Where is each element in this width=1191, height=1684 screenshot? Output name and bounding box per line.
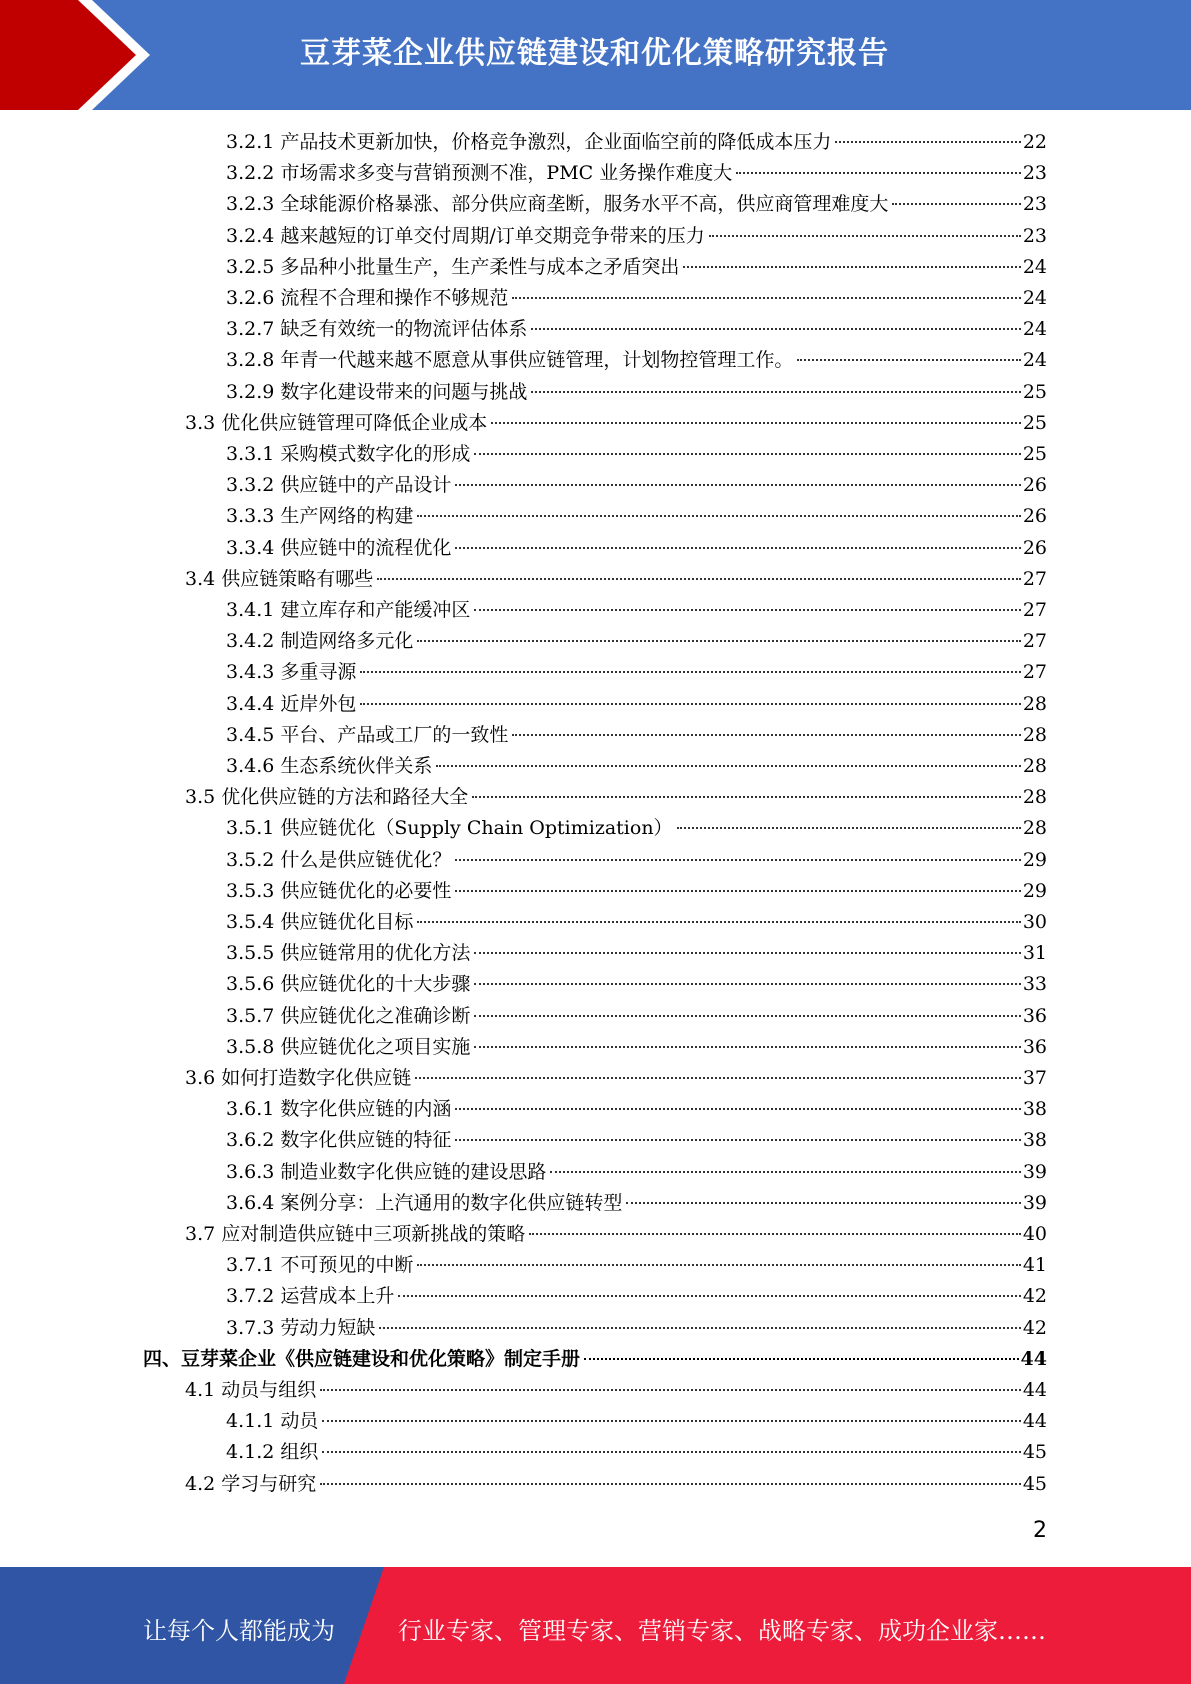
toc-entry-number: 3.5 <box>185 786 216 809</box>
toc-entry-text: 供应链优化之准确诊断 <box>280 1004 471 1027</box>
toc-dot-leader <box>474 453 1020 455</box>
toc-entry[interactable] <box>226 907 1047 938</box>
toc-entry-title <box>226 1001 470 1032</box>
toc-entry-title <box>226 1281 394 1312</box>
toc-entry[interactable] <box>226 1125 1047 1156</box>
toc-entry-page: 29 <box>1022 879 1047 902</box>
toc-entry-text: 生产网络的构建 <box>280 505 414 528</box>
toc-entry[interactable] <box>226 595 1047 626</box>
toc-entry-number: 3.5.8 <box>226 1035 275 1058</box>
toc-entry-title <box>226 345 793 376</box>
toc-dot-leader <box>322 1420 1020 1422</box>
toc-entry[interactable] <box>226 1313 1047 1344</box>
toc-entry-title <box>226 1125 451 1156</box>
toc-dot-leader <box>474 952 1020 954</box>
toc-dot-leader <box>360 703 1020 705</box>
toc-entry-text: 供应链中的产品设计 <box>280 474 452 497</box>
toc-entry[interactable] <box>226 1406 1047 1437</box>
toc-entry-number: 3.4.4 <box>226 692 275 715</box>
toc-entry-page: 25 <box>1022 443 1047 465</box>
toc-entry-text: 如何打造数字化供应链 <box>221 1067 412 1089</box>
toc-entry-text: 供应链优化的十大步骤 <box>280 973 471 996</box>
toc-entry-title <box>226 189 888 220</box>
toc-entry-number: 3.2.8 <box>226 349 275 372</box>
toc-entry[interactable] <box>226 1250 1047 1281</box>
toc-entry-number: 3.7 <box>185 1223 216 1245</box>
toc-dot-leader <box>379 1327 1020 1329</box>
toc-entry-page: 27 <box>1022 630 1047 653</box>
toc-entry-text: 供应链常用的优化方法 <box>280 942 471 965</box>
toc-entry-title <box>226 158 732 189</box>
toc-entry-text: 采购模式数字化的形成 <box>280 443 471 465</box>
toc-dot-leader <box>436 765 1020 767</box>
toc-entry-page: 29 <box>1022 848 1047 871</box>
toc-entry-page: 45 <box>1022 1472 1047 1495</box>
toc-entry-title <box>226 657 356 688</box>
toc-entry[interactable] <box>226 720 1047 751</box>
toc-entry-text: 供应链优化之项目实施 <box>280 1035 471 1058</box>
toc-entry[interactable] <box>226 189 1047 220</box>
toc-entry-number: 3.5.4 <box>226 911 275 933</box>
toc-dot-leader <box>474 983 1020 985</box>
toc-dot-leader <box>320 1483 1021 1485</box>
toc-entry[interactable] <box>226 127 1047 158</box>
toc-entry-text: 不可预见的中断 <box>280 1254 414 1277</box>
toc-dot-leader <box>531 391 1020 393</box>
toc-entry-page: 26 <box>1022 505 1047 528</box>
toc-entry[interactable] <box>226 657 1047 688</box>
toc-entry-number: 3.4.1 <box>226 599 275 621</box>
toc-entry-text: 供应链优化目标 <box>280 911 414 933</box>
toc-dot-leader <box>417 515 1020 517</box>
toc-entry-page: 23 <box>1022 224 1047 247</box>
toc-entry[interactable] <box>226 345 1047 376</box>
toc-dot-leader <box>512 734 1020 736</box>
toc-entry-page: 28 <box>1022 817 1047 840</box>
toc-entry-page: 26 <box>1022 536 1047 559</box>
toc-entry-text: 案例分享：上汽通用的数字化供应链转型 <box>280 1191 623 1214</box>
toc-entry-text: 学习与研究 <box>221 1472 317 1495</box>
toc-entry-text: 优化供应链管理可降低企业成本 <box>221 411 488 434</box>
toc-entry-number: 3.2.4 <box>226 224 275 247</box>
toc-entry-number: 3.6.4 <box>226 1191 275 1214</box>
toc-entry-title <box>226 689 356 720</box>
toc-entry[interactable] <box>226 470 1047 501</box>
toc-entry-number: 3.3 <box>185 411 216 434</box>
toc-entry-title <box>226 1188 622 1219</box>
toc-entry-title <box>226 377 527 408</box>
toc-entry-text: 年青一代越来越不愿意从事供应链管理，计划物控管理工作。 <box>280 349 794 372</box>
toc-entry-title <box>226 845 451 876</box>
toc-dot-leader <box>455 1108 1020 1110</box>
toc-entry-text: 供应链优化（Supply Chain Optimization） <box>280 817 673 840</box>
toc-entry-title <box>226 314 527 345</box>
toc-entry-page: 24 <box>1022 255 1047 278</box>
toc-entry-title <box>226 720 508 751</box>
toc-entry[interactable] <box>226 377 1047 408</box>
toc-entry-text: 动员与组织 <box>221 1379 317 1401</box>
toc-entry-title <box>185 564 373 595</box>
toc-entry-page: 31 <box>1022 942 1047 965</box>
toc-entry-title <box>226 221 705 252</box>
toc-dot-leader <box>455 1139 1020 1141</box>
toc-entry-number: 3.2.3 <box>226 193 275 216</box>
toc-entry[interactable] <box>226 689 1047 720</box>
toc-dot-leader <box>474 609 1020 611</box>
toc-entry-title <box>226 1032 470 1063</box>
toc-entry-title <box>226 1094 451 1125</box>
toc-entry-text: 平台、产品或工厂的一致性 <box>280 723 509 746</box>
toc-entry-text: 数字化建设带来的问题与挑战 <box>280 380 528 403</box>
toc-entry-number: 3.7.2 <box>226 1285 275 1308</box>
toc-entry-text: 缺乏有效统一的物流评估体系 <box>280 318 528 341</box>
toc-entry-text: 多品种小批量生产，生产柔性与成本之矛盾突出 <box>280 255 680 278</box>
toc-entry-text: 全球能源价格暴涨、部分供应商垄断，服务水平不高，供应商管理难度大 <box>280 193 889 216</box>
toc-entry-text: 产品技术更新加快，价格竞争激烈，企业面临空前的降低成本压力 <box>280 131 832 153</box>
toc-entry-number: 3.2.6 <box>226 287 275 309</box>
toc-dot-leader <box>797 359 1020 361</box>
toc-entry-title <box>226 1250 413 1281</box>
toc-entry-text: 建立库存和产能缓冲区 <box>280 599 471 621</box>
toc-dot-leader <box>835 141 1020 143</box>
toc-entry-page: 25 <box>1022 380 1047 403</box>
toc-entry-number: 3.7.1 <box>226 1254 275 1277</box>
toc-entry[interactable] <box>226 1094 1047 1125</box>
toc-entry-text: 供应链中的流程优化 <box>280 536 452 559</box>
toc-dot-leader <box>417 640 1020 642</box>
toc-entry-page: 28 <box>1022 755 1047 777</box>
toc-entry-text: 劳动力短缺 <box>280 1316 376 1339</box>
toc-entry-text: 生态系统伙伴关系 <box>280 755 433 777</box>
toc-entry-page: 27 <box>1022 661 1047 684</box>
toc-entry-page: 37 <box>1022 1067 1047 1089</box>
toc-entry-title <box>226 813 673 844</box>
toc-dot-leader <box>360 671 1020 673</box>
toc-dot-leader <box>491 422 1021 424</box>
toc-dot-leader <box>736 172 1021 174</box>
toc-entry-number: 3.4 <box>185 567 216 590</box>
toc-entry-page: 39 <box>1022 1160 1047 1183</box>
toc-entry-text: 多重寻源 <box>280 661 357 684</box>
toc-entry-number: 3.4.3 <box>226 661 275 684</box>
toc-entry-text: 组织 <box>280 1441 319 1464</box>
toc-entry-text: 供应链策略有哪些 <box>221 567 374 590</box>
toc-dot-leader <box>892 203 1020 205</box>
toc-entry[interactable] <box>185 1469 1047 1500</box>
toc-entry-number: 3.3.4 <box>226 536 275 559</box>
toc-entry[interactable] <box>226 876 1047 907</box>
toc-entry-page: 44 <box>1022 1379 1047 1401</box>
toc-entry[interactable] <box>226 439 1047 470</box>
toc-entry[interactable] <box>226 1281 1047 1312</box>
toc-dot-leader <box>677 827 1021 829</box>
toc-entry-page: 27 <box>1022 599 1047 621</box>
toc-entry-number: 3.6.1 <box>226 1098 275 1121</box>
page-header <box>0 0 1191 110</box>
toc-entry-page: 28 <box>1022 692 1047 715</box>
toc-dot-leader <box>474 1046 1020 1048</box>
toc-dot-leader <box>398 1295 1020 1297</box>
toc-dot-leader <box>455 484 1020 486</box>
toc-entry-number: 3.7.3 <box>226 1316 275 1339</box>
toc-entry-page: 38 <box>1022 1098 1047 1121</box>
toc-dot-leader <box>626 1202 1020 1204</box>
toc-entry-text: 动员 <box>280 1410 319 1433</box>
toc-entry-text: 供应链优化的必要性 <box>280 879 452 902</box>
toc-dot-leader <box>512 297 1020 299</box>
toc-dot-leader <box>455 890 1020 892</box>
toc-entry-page: 23 <box>1022 162 1047 185</box>
toc-entry-title <box>226 626 413 657</box>
toc-entry-number: 3.6 <box>185 1067 216 1089</box>
toc-entry[interactable] <box>226 221 1047 252</box>
toc-entry-number: 3.4.6 <box>226 755 275 777</box>
toc-entry-title <box>226 501 413 532</box>
toc-entry-title <box>143 1344 580 1375</box>
toc-entry-text: 制造网络多元化 <box>280 630 414 653</box>
toc-entry-text: 流程不合理和操作不够规范 <box>280 287 509 309</box>
toc-entry[interactable] <box>226 1188 1047 1219</box>
toc-dot-leader <box>377 578 1021 580</box>
toc-entry-page: 26 <box>1022 474 1047 497</box>
toc-entry-number: 3.5.6 <box>226 973 275 996</box>
toc-dot-leader <box>709 235 1021 237</box>
toc-entry[interactable] <box>226 1157 1047 1188</box>
toc-entry[interactable] <box>226 1032 1047 1063</box>
toc-dot-leader <box>415 1077 1021 1079</box>
toc-entry-number: 3.2.1 <box>226 131 275 153</box>
toc-entry-number: 4.1 <box>185 1379 216 1401</box>
toc-entry-page: 41 <box>1022 1254 1047 1277</box>
toc-entry-page: 24 <box>1022 349 1047 372</box>
toc-entry-title <box>226 1437 318 1468</box>
toc-entry-page: 22 <box>1022 131 1047 153</box>
toc-entry-text: 数字化供应链的特征 <box>280 1129 452 1152</box>
toc-entry-number: 3.6.2 <box>226 1129 275 1152</box>
toc-dot-leader <box>474 1015 1020 1017</box>
toc-entry-number: 四、 <box>143 1347 182 1370</box>
toc-entry-title <box>185 1063 411 1094</box>
toc-entry-text: 市场需求多变与营销预测不准，PMC 业务操作难度大 <box>280 162 733 185</box>
toc-entry-number: 4.1.2 <box>226 1441 275 1464</box>
toc-entry-text: 数字化供应链的内涵 <box>280 1098 452 1121</box>
toc-entry-text: 应对制造供应链中三项新挑战的策略 <box>221 1223 526 1245</box>
toc-dot-leader <box>529 1233 1021 1235</box>
toc-dot-leader <box>550 1171 1020 1173</box>
toc-entry-page: 25 <box>1022 411 1047 434</box>
toc-entry-number: 3.2.9 <box>226 380 275 403</box>
toc-entry[interactable] <box>185 408 1047 439</box>
toc-entry-page: 38 <box>1022 1129 1047 1152</box>
toc-entry-page: 33 <box>1022 973 1047 996</box>
toc-entry-number: 3.5.7 <box>226 1004 275 1027</box>
toc-entry[interactable] <box>226 283 1047 314</box>
toc-entry[interactable] <box>226 813 1047 844</box>
toc-entry[interactable] <box>185 1375 1047 1406</box>
toc-entry[interactable] <box>226 845 1047 876</box>
toc-entry-number: 3.2.2 <box>226 162 275 185</box>
toc-entry[interactable] <box>226 158 1047 189</box>
toc-dot-leader <box>683 266 1020 268</box>
toc-entry-title <box>226 938 470 969</box>
toc-entry-page: 44 <box>1022 1410 1047 1433</box>
toc-entry-text: 优化供应链的方法和路径大全 <box>221 786 469 809</box>
toc-entry-page: 45 <box>1022 1441 1047 1464</box>
toc-entry[interactable] <box>143 1344 1047 1375</box>
toc-entry-number: 3.4.2 <box>226 630 275 653</box>
toc-entry[interactable] <box>226 501 1047 532</box>
toc-entry-number: 3.5.1 <box>226 817 275 840</box>
toc-entry[interactable] <box>226 314 1047 345</box>
toc-entry-page: 23 <box>1022 193 1047 216</box>
toc-dot-leader <box>455 547 1020 549</box>
toc-entry[interactable] <box>226 1437 1047 1468</box>
toc-entry-title <box>226 595 470 626</box>
toc-entry-page: 24 <box>1022 287 1047 309</box>
toc-entry-title <box>185 1375 316 1406</box>
toc-entry-number: 3.5.2 <box>226 848 275 871</box>
toc-entry-number: 3.3.3 <box>226 505 275 528</box>
toc-entry-page: 24 <box>1022 318 1047 341</box>
toc-entry[interactable] <box>226 533 1047 564</box>
toc-entry-title <box>226 283 508 314</box>
toc-entry-number: 3.3.2 <box>226 474 275 497</box>
toc-dot-leader <box>322 1451 1020 1453</box>
toc-entry[interactable] <box>226 252 1047 283</box>
toc-entry-number: 3.2.5 <box>226 255 275 278</box>
toc-entry-title <box>226 470 451 501</box>
toc-dot-leader <box>472 796 1021 798</box>
toc-entry-number: 4.2 <box>185 1472 216 1495</box>
toc-entry-title <box>226 969 470 1000</box>
toc-dot-leader <box>320 1389 1021 1391</box>
toc-entry[interactable] <box>226 938 1047 969</box>
toc-entry[interactable] <box>226 969 1047 1000</box>
toc-entry-text: 越来越短的订单交付周期/订单交期竞争带来的压力 <box>280 224 705 247</box>
toc-entry-text: 制造业数字化供应链的建设思路 <box>280 1160 547 1183</box>
toc-entry-title <box>226 252 679 283</box>
toc-entry-page: 36 <box>1022 1035 1047 1058</box>
toc-entry-page: 27 <box>1022 567 1047 590</box>
header-title: 豆芽菜企业供应链建设和优化策略研究报告 <box>300 36 889 71</box>
footer-slogan-left: 让每个人都能成为 <box>143 1617 335 1645</box>
toc-entry-number: 3.4.5 <box>226 723 275 746</box>
toc-entry-title <box>226 907 413 938</box>
toc-entry[interactable] <box>226 1001 1047 1032</box>
toc-entry[interactable] <box>185 564 1047 595</box>
toc-entry-title <box>185 1469 316 1500</box>
toc-entry-number: 4.1.1 <box>226 1410 275 1433</box>
toc-dot-leader <box>584 1358 1019 1360</box>
toc-entry-title <box>226 533 451 564</box>
toc-entry-title <box>226 876 451 907</box>
toc-entry-number: 3.3.1 <box>226 443 275 465</box>
toc-entry-title <box>185 782 468 813</box>
toc-entry-page: 44 <box>1020 1347 1047 1370</box>
toc-entry-page: 36 <box>1022 1004 1047 1027</box>
toc-entry-page: 30 <box>1022 911 1047 933</box>
toc-entry[interactable] <box>226 751 1047 782</box>
toc-entry-number: 3.5.5 <box>226 942 275 965</box>
toc-entry-text: 近岸外包 <box>280 692 357 715</box>
toc-entry-number: 3.5.3 <box>226 879 275 902</box>
toc-entry-page: 42 <box>1022 1316 1047 1339</box>
footer-slogan-right: 行业专家、管理专家、营销专家、战略专家、成功企业家…… <box>398 1617 1046 1645</box>
page-number: 2 <box>1033 1518 1047 1543</box>
toc-entry-page: 40 <box>1022 1223 1047 1245</box>
toc-dot-leader <box>455 859 1020 861</box>
toc-entry[interactable] <box>226 626 1047 657</box>
toc-dot-leader <box>531 328 1020 330</box>
toc-entry-title <box>226 439 470 470</box>
toc-entry-title <box>226 751 432 782</box>
toc-entry-page: 39 <box>1022 1191 1047 1214</box>
toc-entry-title <box>185 408 487 439</box>
toc-entry-page: 28 <box>1022 786 1047 809</box>
toc-entry-page: 42 <box>1022 1285 1047 1308</box>
toc-entry-page: 28 <box>1022 723 1047 746</box>
toc-entry[interactable] <box>185 1219 1047 1250</box>
toc-entry-text: 豆芽菜企业《供应链建设和优化策略》制定手册 <box>181 1347 581 1370</box>
toc-dot-leader <box>417 1264 1020 1266</box>
toc-entry-title <box>185 1219 525 1250</box>
toc-entry-title <box>226 1157 546 1188</box>
toc-entry-number: 3.6.3 <box>226 1160 275 1183</box>
toc-entry[interactable] <box>185 782 1047 813</box>
toc-entry-title <box>226 127 831 158</box>
toc-entry-number: 3.2.7 <box>226 318 275 341</box>
toc-entry[interactable] <box>185 1063 1047 1094</box>
page-footer <box>0 1567 1191 1684</box>
toc-dot-leader <box>417 921 1020 923</box>
toc-entry-text: 什么是供应链优化？ <box>280 848 452 871</box>
toc-entry-title <box>226 1406 318 1437</box>
toc-entry-text: 运营成本上升 <box>280 1285 395 1308</box>
toc-entry-title <box>226 1313 375 1344</box>
